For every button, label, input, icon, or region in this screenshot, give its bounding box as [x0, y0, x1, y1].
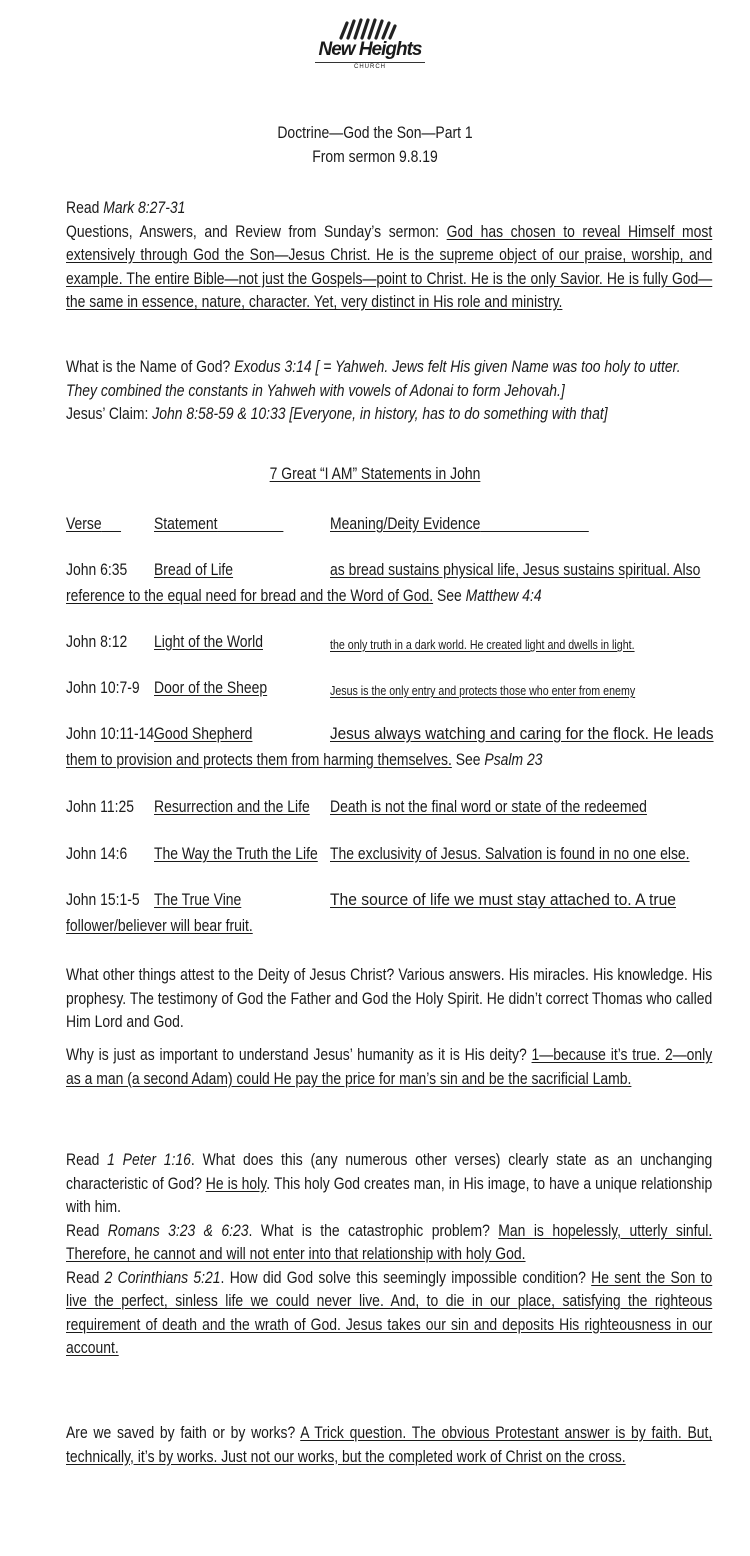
table-row-continuation: them to provision and protects them from harming themselves. See Psalm 23	[66, 750, 543, 769]
name-of-god-paragraph	[66, 355, 712, 426]
claim-reference: John 8:58-59 & 10:33 [Everyone, in history, has to do something with that]	[152, 404, 608, 423]
col-verse: Verse	[66, 514, 102, 533]
table-row-continuation: reference to the equal need for bread and the Word of God. See Matthew 4:4	[66, 586, 542, 605]
church-logo	[300, 18, 440, 98]
logo-mountain-icon	[335, 18, 405, 40]
col-meaning: Meaning/Deity Evidence	[330, 514, 481, 533]
table-row-continuation: follower/believer will bear fruit.	[66, 916, 253, 935]
logo-sub: CHURCH	[354, 64, 386, 70]
table-row	[66, 558, 712, 584]
humanity-paragraph: Why is just as important to understand Jesus’ humanity as it is His deity? 1—because it’s true. 2—only as a man (a second Adam) could He pay the price for man’s sin and be the sacrificial Lamb.	[66, 1045, 713, 1088]
name-reference: Exodus 3:14 [ = Yahweh. Jews felt His given Name was too holy to utter. They combined the constants in Yahweh with vowels of Adonai to form Jehovah.]	[66, 357, 681, 400]
holiness-paragraph: Read 1 Peter 1:16. What does this (any numerous other verses) clearly state as an unchanging characteristic of God? He is holy. This holy God creates man, in His image, to have a unique relationship with him. Read Romans 3:23 & 6:23. What is the catastrophic problem? Man is hopelessly, utterly sinful. Therefore, he cannot and will not enter into that relationship with holy God. Read 2 Corinthians 5:21. How did God solve this seemingly impossible condition? He sent the Son to live the perfect, sinless life we could never live. And, to die in our place, satisfying the righteous requirement of death and the wrath of God. Jesus takes our sin and deposits His righteousness in our account.	[66, 1150, 713, 1357]
row-statement: Bread of Life	[154, 560, 234, 579]
iam-table-header	[66, 512, 712, 538]
logo-rule	[315, 62, 425, 63]
table-row: John 11:25 Resurrection and the Life Death is not the final word or state of the redeemed	[66, 797, 647, 816]
table-row: John 14:6 The Way the Truth the Life The exclusivity of Jesus. Salvation is found in no one else.	[66, 844, 690, 863]
read-label: Read	[66, 198, 104, 217]
intro-paragraph	[66, 196, 712, 314]
col-statement: Statement	[154, 514, 218, 533]
table-row: John 10:7-9 Door of the Sheep Jesus is the only entry and protects those who enter from enemy	[66, 678, 636, 698]
deity-paragraph: What other things attest to the Deity of Jesus Christ? Various answers. His miracles. His knowledge. His prophesy. The testimony of God the Father and God the Holy Spirit. He didn’t correct Thomas who called Him Lord and God.	[66, 965, 713, 1031]
iam-heading: 7 Great “I AM” Statements in John	[269, 464, 481, 483]
qa-label: Questions, Answers, and Review from Sunday’s sermon:	[66, 221, 447, 241]
qa-answer: God has chosen to reveal Himself most extensively through God the Son—Jesus Christ. He is the supreme object of our praise, worship, and example. The entire Bible—not just the Gospels—point to Christ. He is the only Savior. He is fully God—the same in essence, nature, character. Yet, very distinct in His role and ministry.	[66, 221, 713, 311]
name-question: What is the Name of God?	[66, 357, 235, 376]
row-meaning: as bread sustains physical life, Jesus sustains spiritual. Also	[330, 560, 701, 579]
page-title: Doctrine—God the Son—Part 1	[277, 123, 473, 142]
table-row: John 15:1-5 The True Vine The source of life we must stay attached to. A true	[66, 890, 677, 909]
faith-works-paragraph: Are we saved by faith or by works? A Trick question. The obvious Protestant answer is by faith. But, technically, it’s by works. Just not our works, but the completed work of Christ on the cross.	[66, 1423, 713, 1466]
read-ref: Mark 8:27-31	[103, 198, 186, 217]
table-row: John 10:11-14 Good Shepherd Jesus always watching and caring for the flock. He leads	[66, 724, 714, 743]
table-row: John 8:12 Light of the World the only truth in a dark world. He created light and dwells in light.	[66, 632, 635, 652]
logo-name: New Heights	[318, 39, 422, 60]
page-subtitle: From sermon 9.8.19	[312, 147, 438, 166]
claim-label: Jesus’ Claim:	[66, 404, 153, 423]
row-verse: John 6:35	[66, 560, 128, 579]
